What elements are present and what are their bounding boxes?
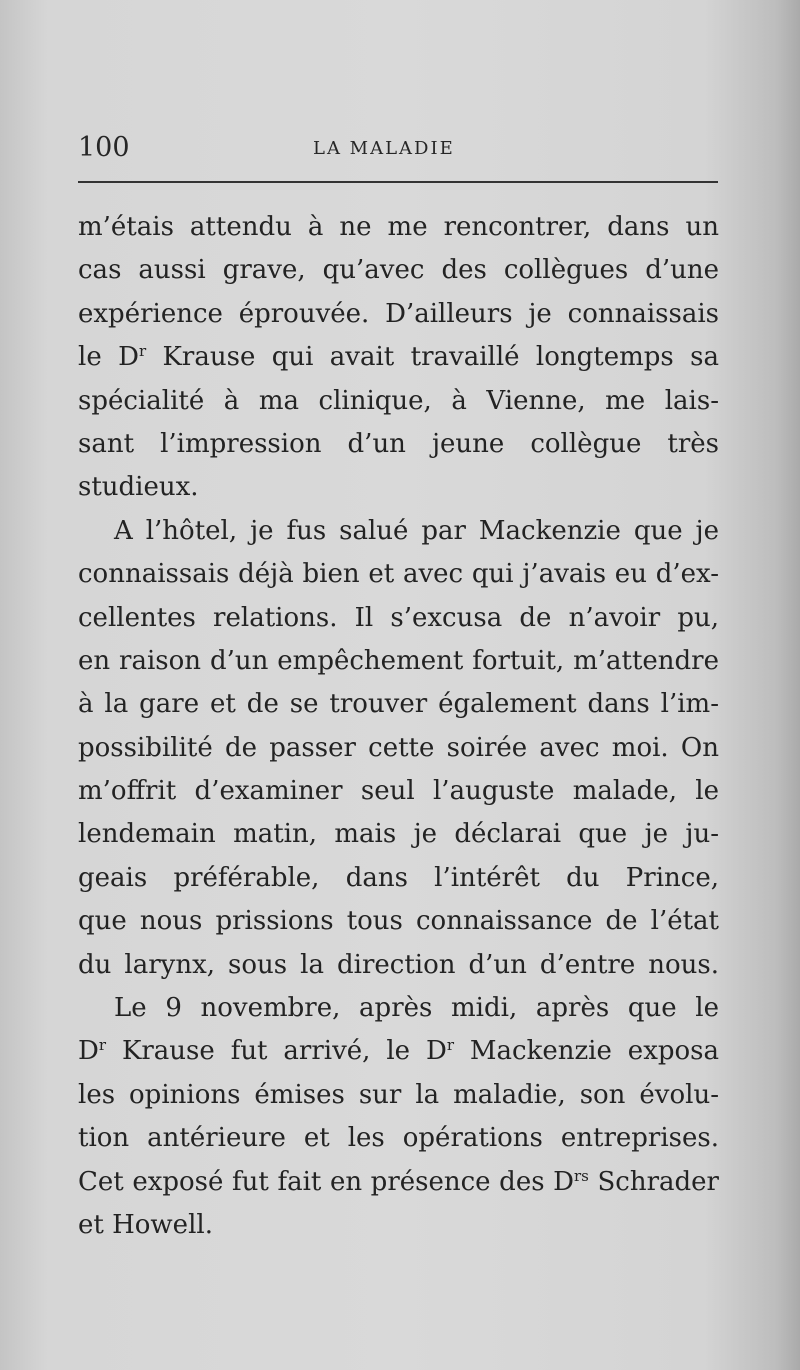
text-fragment: Cet exposé fut fait en présence des D: [78, 1166, 574, 1197]
body-text: [78, 206, 719, 1247]
text-line: expérience éprouvée. D’ailleurs je connaissais: [78, 298, 719, 329]
text-fragment: Krause qui avait travaillé longtemps sa: [146, 342, 719, 373]
text-fragment: Schrader: [588, 1166, 719, 1197]
text-line: m’offrit d’examiner seul l’auguste malade, le: [78, 776, 719, 807]
text-line: A l’hôtel, je fus salué par Mackenzie que je: [114, 515, 719, 546]
text-line: [78, 336, 719, 379]
superscript: rs: [574, 1166, 589, 1185]
text-fragment: Mackenzie exposa: [454, 1036, 719, 1067]
text-line: tion antérieure et les opérations entreprises.: [78, 1123, 719, 1154]
text-line: sant l’impression d’un jeune collègue très: [78, 428, 719, 459]
superscript: r: [446, 1036, 454, 1055]
text-fragment: Krause fut arrivé, le D: [106, 1036, 447, 1067]
header-rule: [78, 181, 718, 183]
text-line: en raison d’un empêchement fortuit, m’attendre: [78, 645, 719, 676]
text-line: spécialité à ma clinique, à Vienne, me lais-: [78, 385, 719, 416]
text-line: cas aussi grave, qu’avec des collègues d’une: [78, 255, 719, 286]
text-line: lendemain matin, mais je déclarai que je ju-: [78, 819, 719, 850]
superscript: r: [98, 1036, 107, 1055]
text-line: connaissais déjà bien et avec qui j’avais eu d’ex-: [78, 559, 719, 590]
text-fragment: le D: [78, 342, 139, 373]
text-line: Le 9 novembre, après midi, après que le: [114, 993, 719, 1024]
text-line: geais préférable, dans l’intérêt du Prince,: [78, 862, 719, 893]
running-title: LA MALADIE: [313, 138, 455, 159]
text-line: les opinions émises sur la maladie, son évolu-: [78, 1079, 719, 1110]
text-line: [78, 1030, 719, 1073]
text-line: que nous prissions tous connaissance de l’état: [78, 906, 719, 937]
text-line: à la gare et de se trouver également dans l’im-: [78, 689, 719, 720]
page-number: 100: [78, 132, 130, 163]
page-header: [78, 130, 718, 170]
text-line: du larynx, sous la direction d’un d’entre nous.: [78, 949, 719, 980]
text-line: studieux.: [78, 472, 199, 503]
text-line: m’étais attendu à ne me rencontrer, dans un: [78, 212, 719, 242]
text-line: cellentes relations. Il s’excusa de n’avoir pu,: [78, 602, 719, 633]
text-line: possibilité de passer cette soirée avec moi. On: [78, 732, 719, 763]
superscript: r: [138, 342, 147, 361]
text-line: [78, 1161, 719, 1204]
text-line: et Howell.: [78, 1209, 213, 1240]
text-fragment: D: [78, 1036, 99, 1067]
